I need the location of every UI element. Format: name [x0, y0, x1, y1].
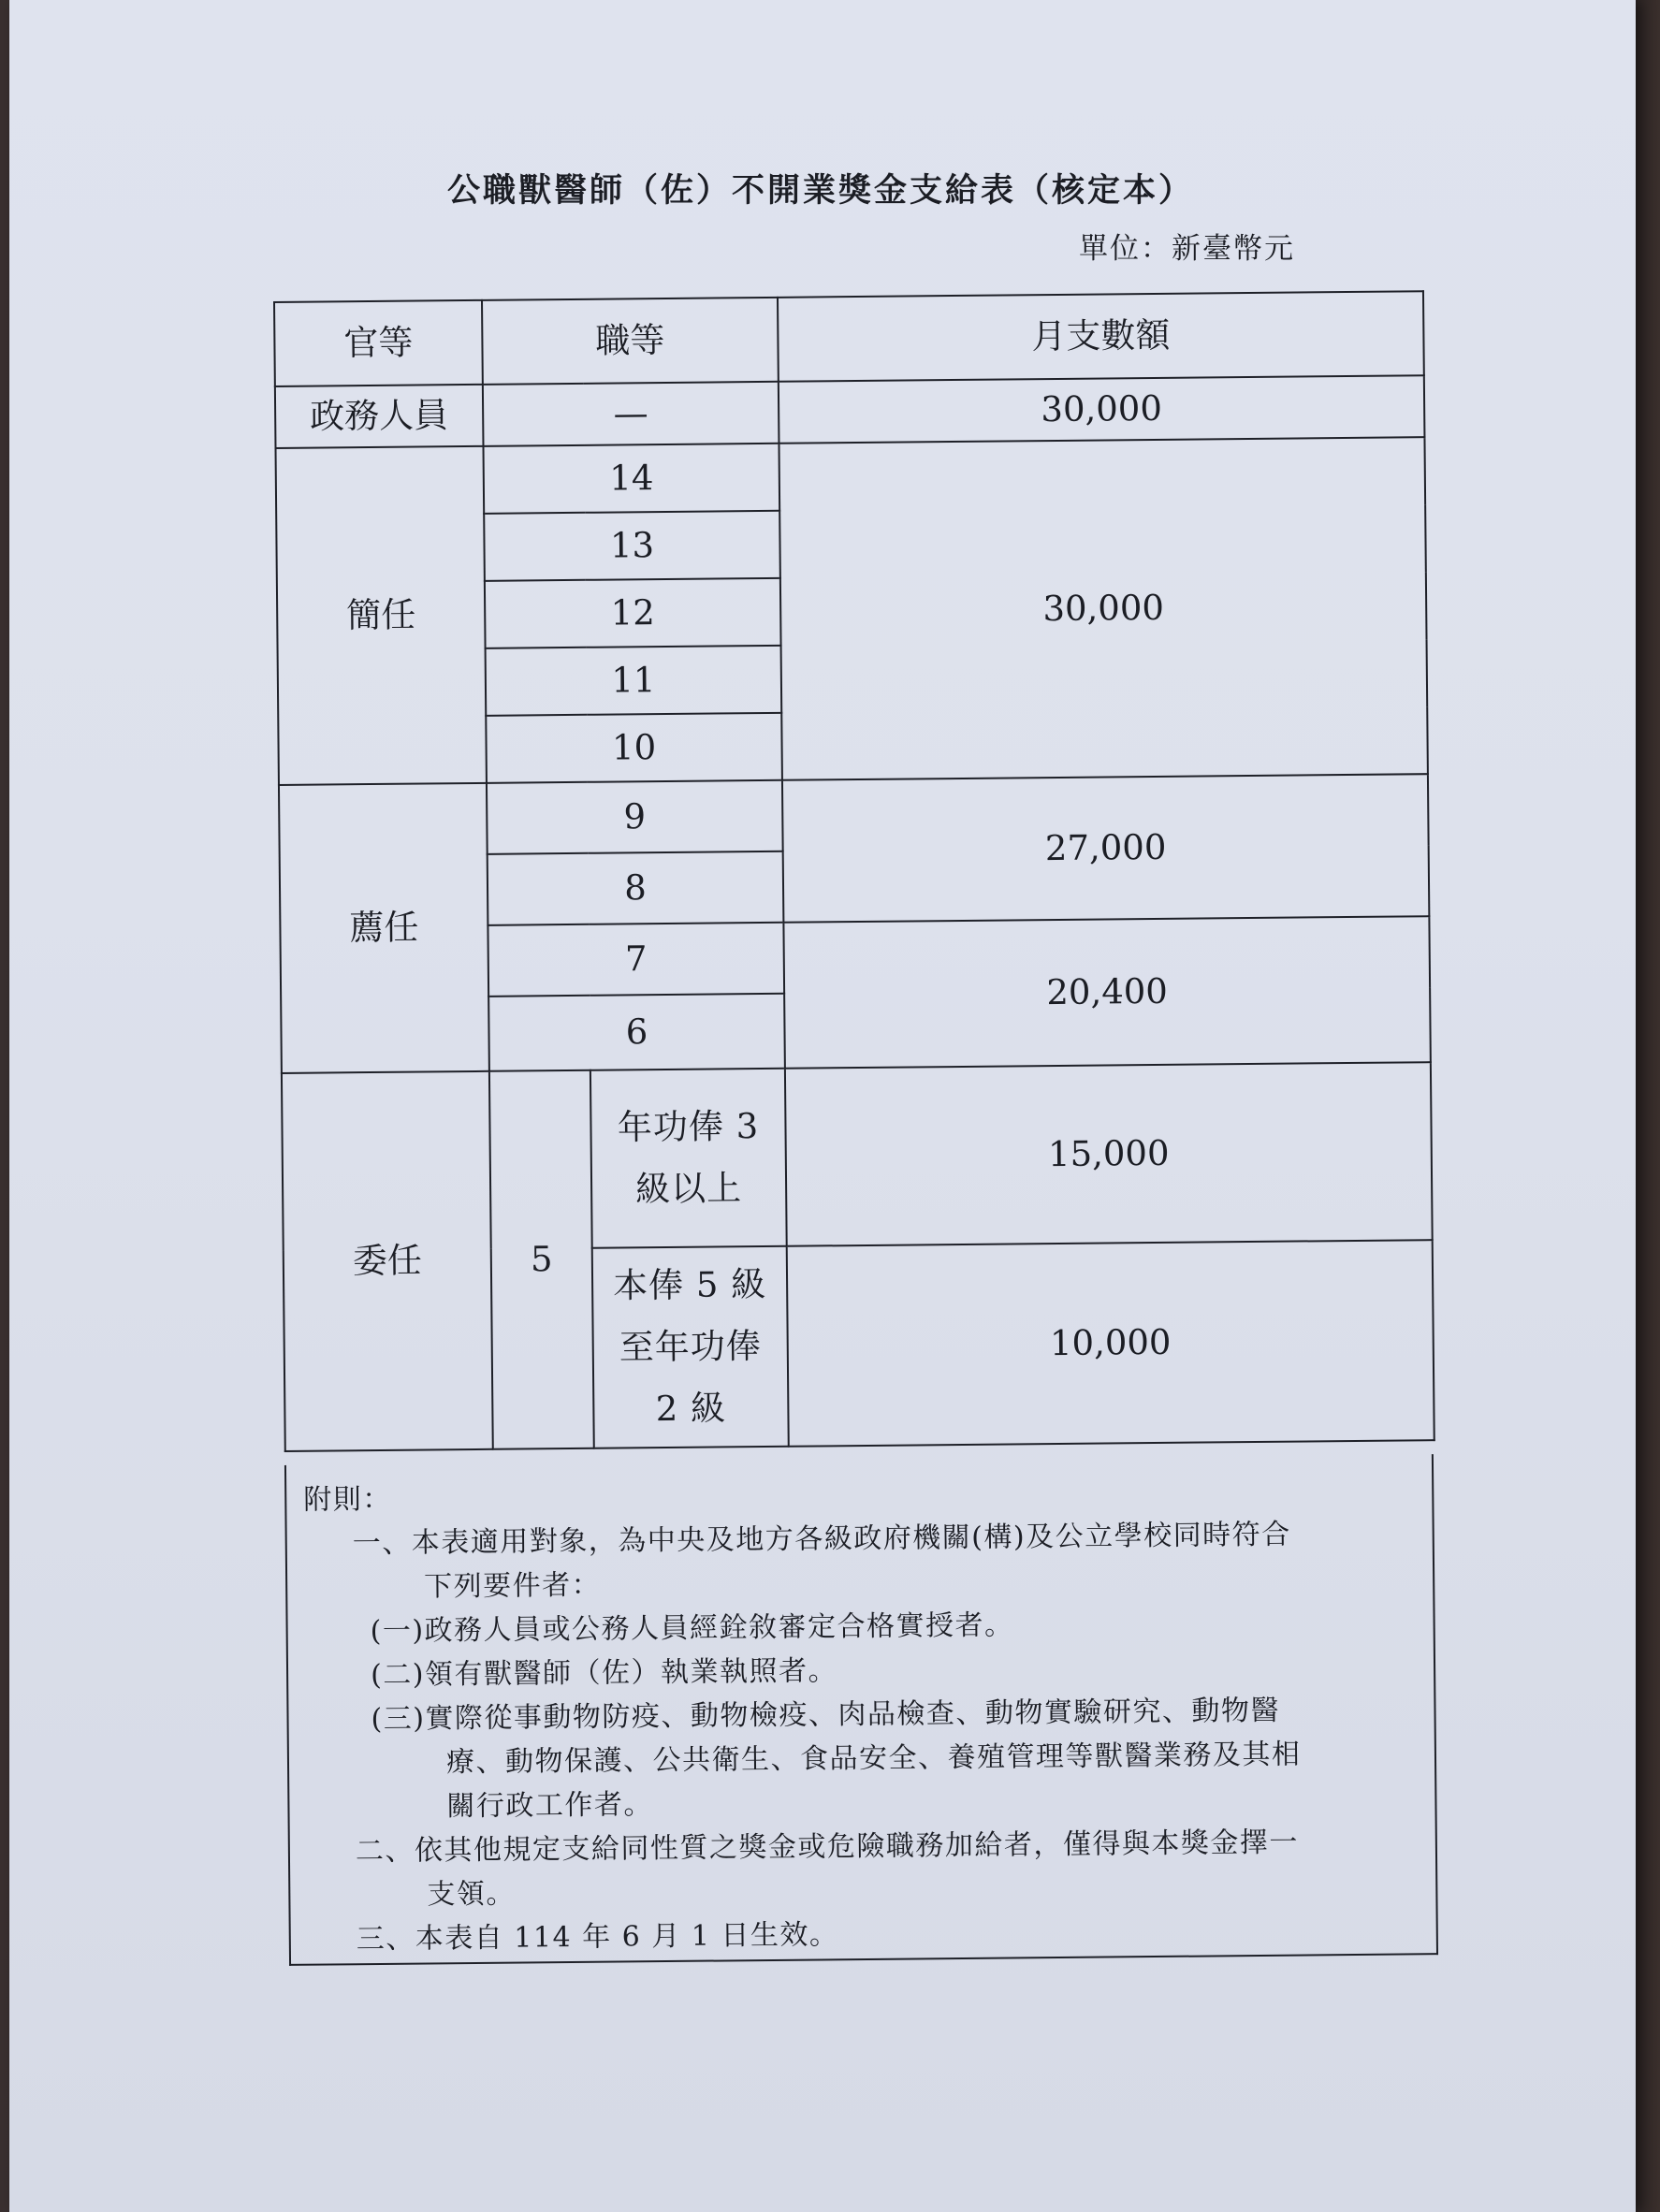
bonus-table: [273, 290, 1435, 1452]
amount-recommended-lower: 20,400: [783, 916, 1430, 1069]
table-row: [282, 1062, 1433, 1251]
grade-8: 8: [488, 851, 784, 925]
table-row: [279, 774, 1429, 856]
tier-b-line: 至年功俸: [619, 1326, 762, 1368]
amount-senior: 30,000: [779, 437, 1427, 780]
grade-13: 13: [484, 511, 780, 581]
grade-5: 5: [489, 1070, 594, 1449]
amount-recommended-upper: 27,000: [782, 774, 1429, 923]
header-rank: 官等: [274, 300, 483, 386]
rank-junior: 委任: [282, 1071, 493, 1451]
note-item-1-cont: 下列要件者：: [424, 1568, 602, 1604]
note-item-2: 二、依其他規定支給同性質之獎金或危險職務加給者，僅得與本獎金擇一: [355, 1826, 1300, 1869]
amount-tier-a: 15,000: [785, 1062, 1433, 1246]
grade-12: 12: [485, 578, 781, 648]
tier-a-cell: [590, 1069, 787, 1248]
table-row: [275, 375, 1425, 448]
tier-b-cell: [592, 1246, 789, 1448]
header-amount: 月支數額: [778, 291, 1424, 382]
note-sub-3: (三)實際從事動物防疫、動物檢疫、肉品檢查、動物實驗研究、動物醫: [371, 1694, 1281, 1737]
note-item-3: 三、本表自 114 年 6 月 1 日生效。: [356, 1918, 839, 1957]
grade-political: —: [483, 382, 779, 446]
rank-senior: 簡任: [276, 446, 487, 785]
grade-10: 10: [486, 713, 782, 783]
table-row: [276, 437, 1426, 516]
grade-9: 9: [487, 780, 783, 854]
note-item-1: 一、本表適用對象，為中央及地方各級政府機關(構)及公立學校同時符合: [352, 1518, 1291, 1561]
tier-a-line: 級以上: [634, 1168, 743, 1210]
rank-recommended: 薦任: [279, 783, 489, 1073]
note-sub-2: (二)領有獸醫師（佐）執業執照者。: [370, 1654, 838, 1693]
document-title: 公職獸醫師（佐）不開業獎金支給表（核定本）: [447, 171, 1195, 210]
tier-b-line: 本俸 5 級: [612, 1263, 767, 1306]
tier-a-line: 年功俸 3: [617, 1106, 760, 1148]
note-sub-3-cont: 療、動物保護、公共衛生、食品安全、養殖管理等獸醫業務及其相: [445, 1738, 1302, 1780]
bonus-table-sheet: [273, 290, 1438, 1967]
document-page: [9, 0, 1636, 2212]
notes-section: [284, 1454, 1438, 1966]
note-sub-1: (一)政務人員或公務人員經銓敘審定合格實授者。: [370, 1608, 1014, 1649]
rank-political: 政務人員: [275, 385, 484, 448]
amount-political: 30,000: [779, 375, 1425, 444]
grade-11: 11: [486, 646, 782, 716]
amount-tier-b: 10,000: [787, 1240, 1434, 1447]
header-grade: 職等: [482, 298, 779, 385]
note-sub-3-cont: 關行政工作者。: [446, 1788, 654, 1824]
grade-6: 6: [488, 994, 785, 1071]
grade-14: 14: [483, 444, 779, 514]
grade-7: 7: [488, 923, 784, 997]
currency-unit: 單位：新臺幣元: [1079, 232, 1295, 266]
notes-heading: 附則：: [303, 1482, 392, 1517]
tier-b-line: 2 級: [655, 1388, 727, 1430]
note-item-2-cont: 支領。: [427, 1877, 517, 1912]
header-row: [274, 291, 1424, 386]
